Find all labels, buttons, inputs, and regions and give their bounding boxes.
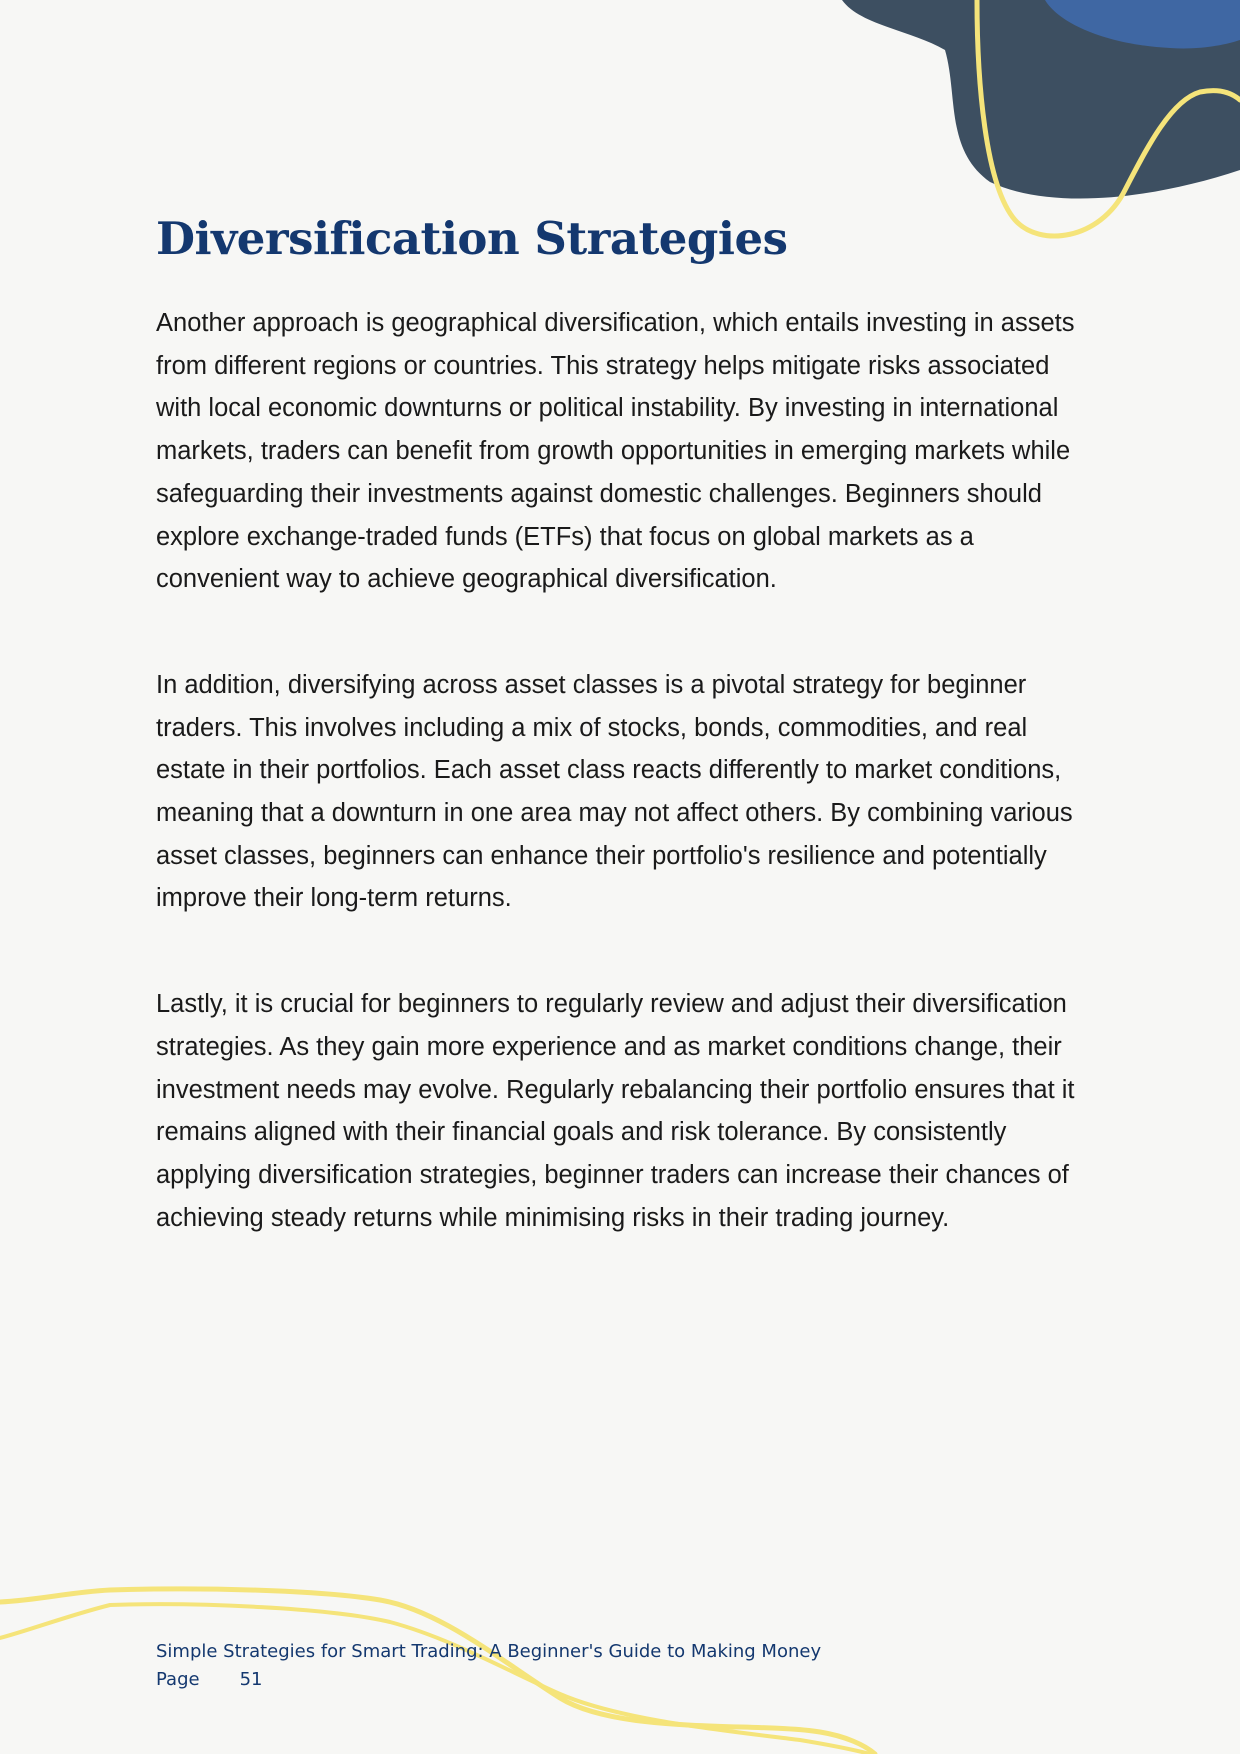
footer-page-info	[156, 1666, 821, 1694]
footer-book-title: Simple Strategies for Smart Trading: A Beginner's Guide to Making Money	[156, 1641, 822, 1662]
body-text	[156, 302, 1086, 1302]
paragraph-review: Lastly, it is crucial for beginners to regularly review and adjust their diversification strategies. As they gain more experience and as market conditions change, their investment needs may evolve. Regularly rebalancing their portfolio ensures that it remains aligned with their financial goals and risk tolerance. By consistently applying diversification strategies, beginner traders can increase their chances of achieving steady returns while minimising risks in their trading journey.	[156, 990, 1075, 1232]
footer-page-label: Page	[156, 1669, 200, 1690]
paragraph-asset-classes: In addition, diversifying across asset classes is a pivotal strategy for beginner traders. This involves including a mix of stocks, bonds, commodities, and real estate in their portfolios. Each asset class reacts differently to market conditions, meaning that a downturn in one area may not affect others. By combining various asset classes, beginners can enhance their portfolio's resilience and potentially improve their long-term returns.	[156, 670, 1073, 913]
page-footer	[156, 1638, 821, 1694]
paragraph-geographical: Another approach is geographical diversification, which entails investing in assets from different regions or countries. This strategy helps mitigate risks associated with local economic downturns or political instability. By investing in international markets, traders can benefit from growth opportunities in emerging markets while safeguarding their investments against domestic challenges. Beginners should explore exchange-traded funds (ETFs) that focus on global markets as a convenient way to achieve geographical diversification.	[156, 309, 1075, 594]
footer-page-number: 51	[239, 1669, 263, 1690]
page-title: Diversification Strategies	[156, 212, 788, 265]
